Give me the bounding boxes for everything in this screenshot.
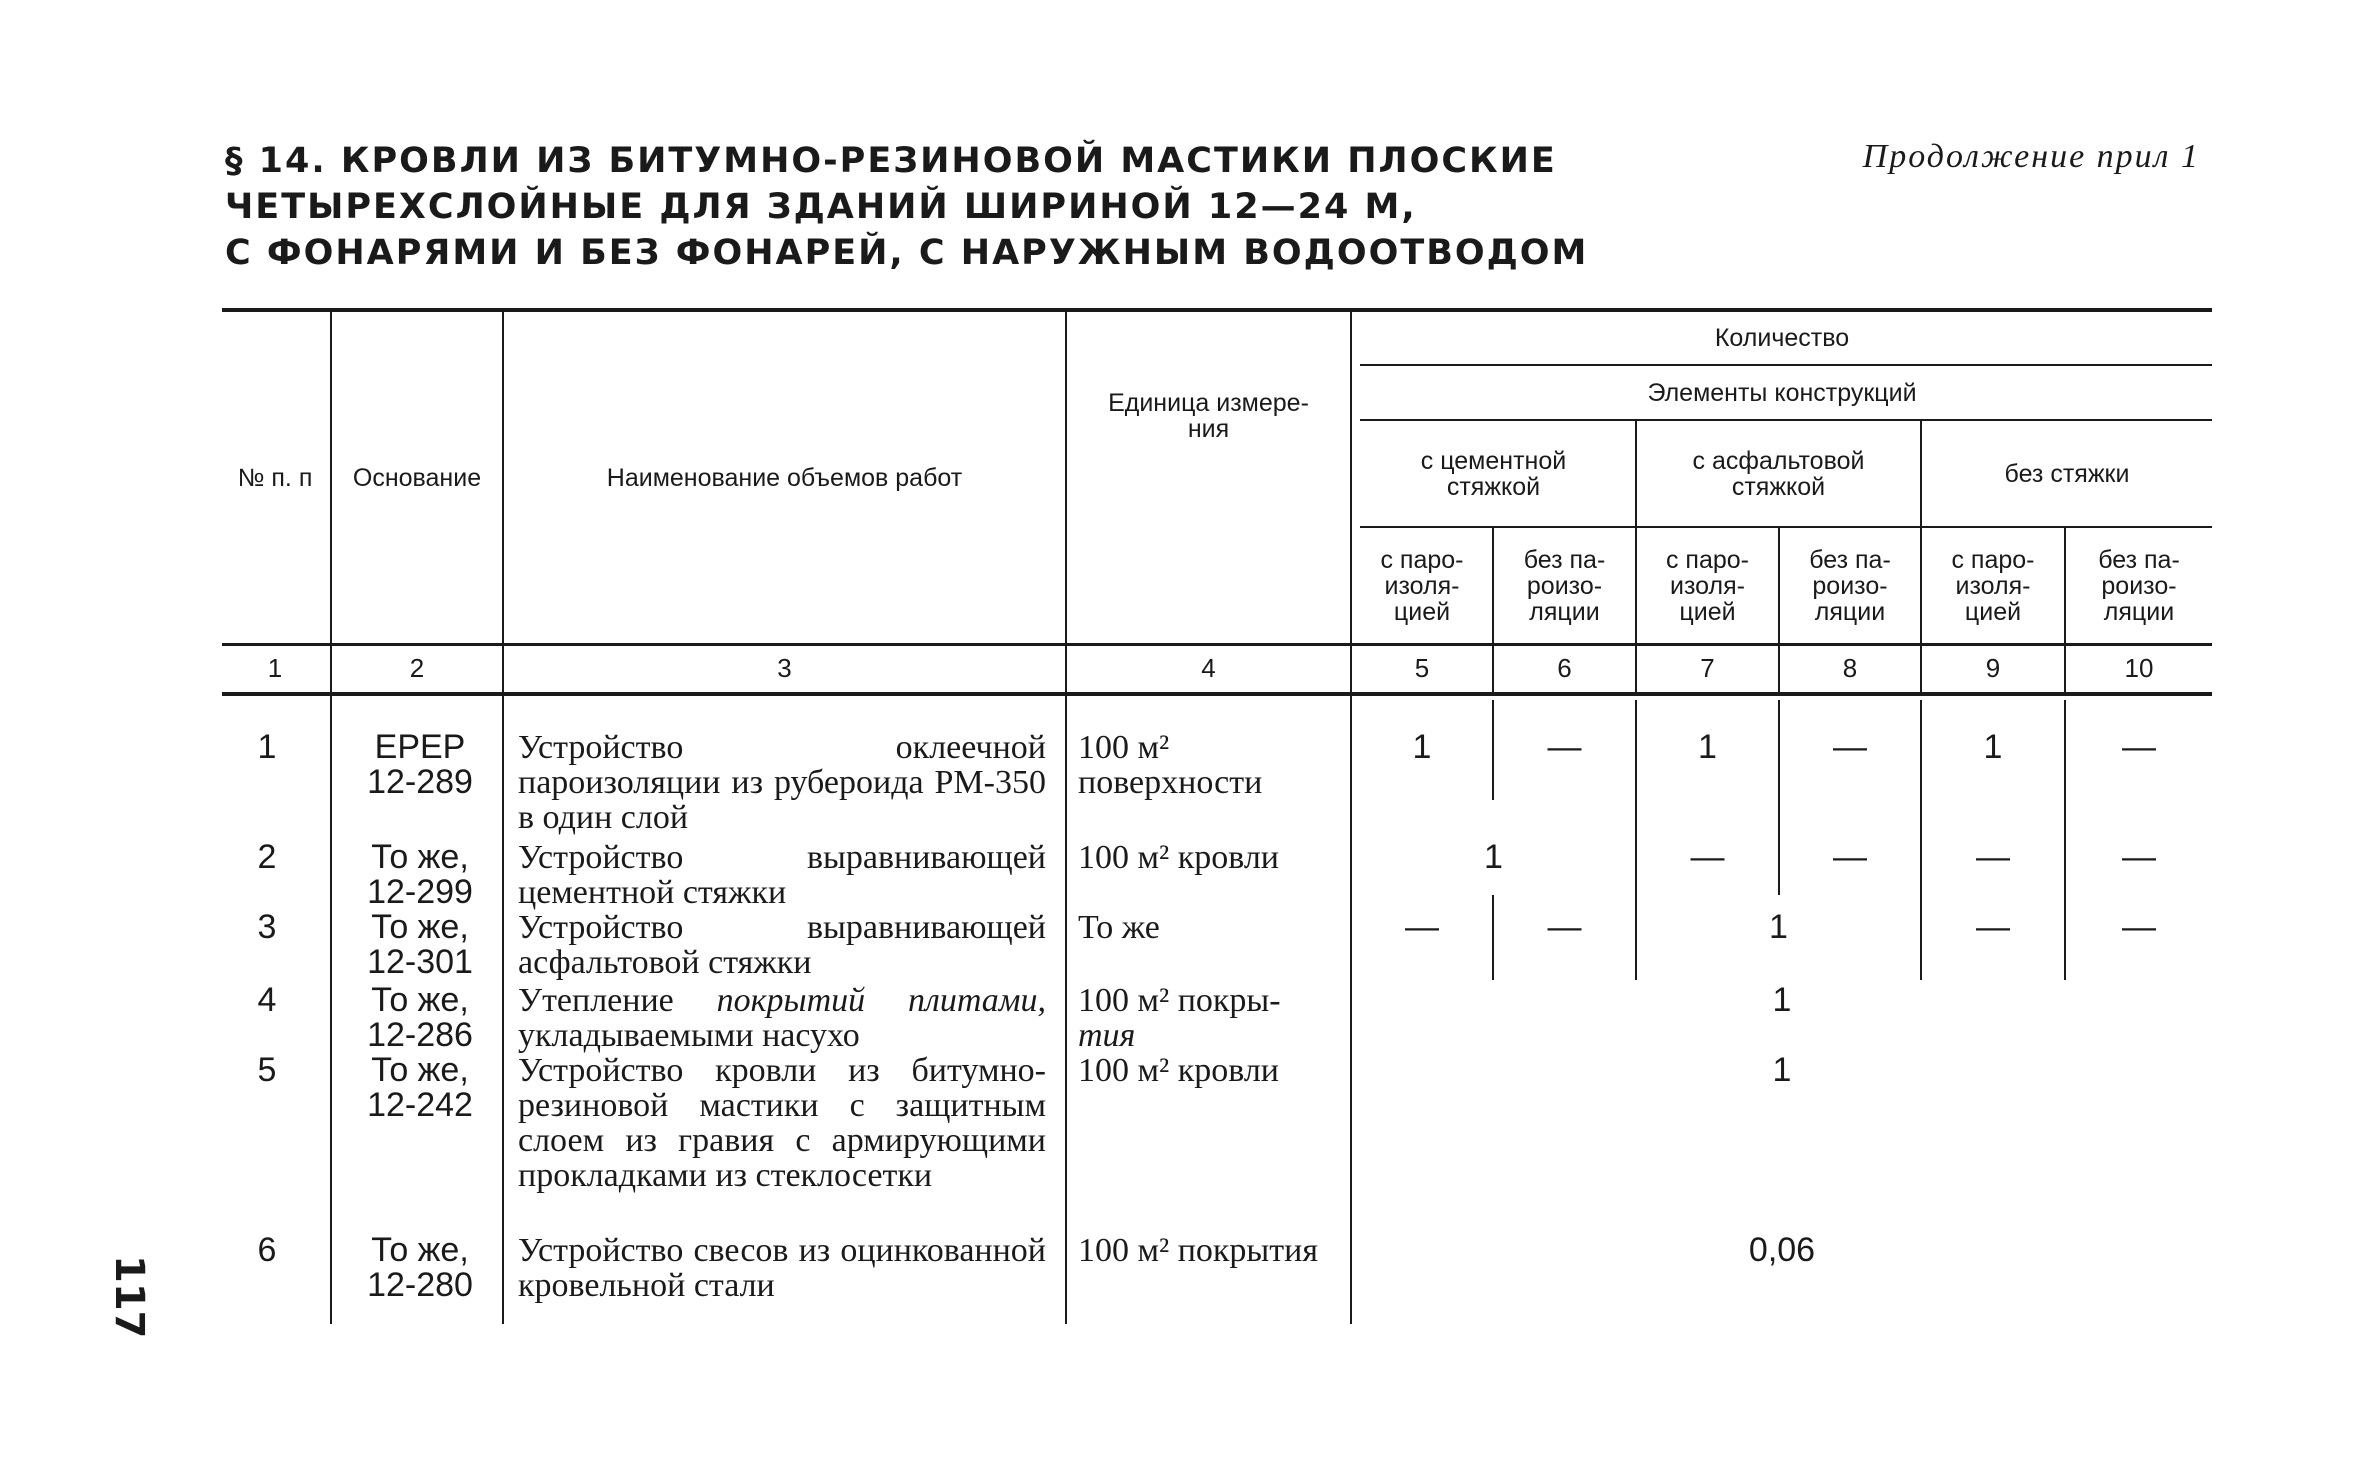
column-number: 2 [409, 652, 425, 683]
header-group-cement: с цементной стяжкой [1420, 446, 1567, 501]
row-1-num: 1 [257, 728, 277, 766]
header-sub-10: без па- роизо- ляции [2098, 545, 2180, 626]
row-1-val-7: 1 [1698, 728, 1717, 766]
row-2-val-cement: 1 [1484, 838, 1503, 876]
row-6-num: 6 [257, 1231, 277, 1269]
row-2-val-8: — [1833, 838, 1867, 876]
row-1-val-6: — [1547, 728, 1582, 766]
row-2-name: Устройство выравнивающей цементной стяжки [518, 839, 1046, 911]
row-4-name [518, 983, 1046, 1053]
header-name: Наименование объемов работ [606, 463, 963, 492]
row-3-unit: То же [1078, 909, 1160, 946]
body-sep-3-4 [1065, 696, 1067, 1324]
row-1-val-5: 1 [1412, 728, 1432, 766]
row-3-val-10: — [2122, 908, 2156, 946]
column-number: 10 [2124, 652, 2154, 683]
row-5-basis: То же, 12-242 [367, 1051, 473, 1124]
row-1-basis: ЕРЕР 12-289 [367, 728, 473, 801]
row-2-basis: То же, 12-299 [367, 838, 473, 911]
column-number: 6 [1557, 652, 1572, 683]
section-heading [225, 138, 1588, 276]
row-3-num: 3 [257, 908, 277, 946]
continuation-note: Продолжение прил 1 [1862, 138, 2200, 175]
column-number: 8 [1842, 652, 1858, 683]
row-3-val-asphalt: 1 [1769, 908, 1788, 946]
header-unit: Единица измере- ния [1108, 389, 1309, 443]
header-bottom-rule [222, 643, 2212, 646]
page-number: 117 [106, 1255, 152, 1339]
row-4-name-plain: Утепление [518, 982, 674, 1019]
header-sub-9: с паро- изоля- цией [1951, 545, 2035, 626]
header-sub-6: без па- роизо- ляции [1523, 545, 1606, 626]
row-6-unit: 100 м² покрытия [1078, 1232, 1318, 1269]
row-2-val-10: — [2122, 838, 2156, 876]
row-1-unit: 100 м² поверхности [1078, 729, 1263, 801]
body-sep-2-3 [502, 696, 504, 1324]
row-6-name: Устройство свесов из оцинкованной кровельной стали [518, 1232, 1046, 1304]
column-number: 4 [1201, 652, 1216, 683]
row-4-basis: То же, 12-286 [367, 981, 473, 1054]
row-4-name-rest: укладываемыми насухо [518, 1017, 860, 1054]
row-3-val-9: — [1976, 908, 2010, 946]
header-elements: Элементы конструкций [1647, 378, 1917, 407]
row-3-basis: То же, 12-301 [367, 908, 473, 981]
header-sub-7: с паро- изоля- цией [1665, 545, 1750, 626]
row-3-val-6: — [1547, 908, 1582, 946]
row-4-unit-plain: 100 м² покры- [1078, 982, 1281, 1019]
column-number: 7 [1700, 652, 1715, 683]
row-6-val: 0,06 [1748, 1231, 1816, 1269]
row-1-val-10: — [2122, 728, 2156, 766]
row-3-val-5: — [1405, 908, 1439, 946]
heading-line-1: § 14. КРОВЛИ ИЗ БИТУМНО-РЕЗИНОВОЙ МАСТИКИ ПЛОСКИЕ [225, 141, 1557, 181]
row-5-val: 1 [1772, 1051, 1792, 1089]
row-5-num: 5 [257, 1051, 277, 1089]
row-4-name-italic: покрытий плитами, [716, 982, 1046, 1019]
heading-line-3: С ФОНАРЯМИ И БЕЗ ФОНАРЕЙ, С НАРУЖНЫМ ВОДООТВОДОМ [225, 233, 1589, 273]
body-sep-1-2 [330, 696, 332, 1324]
row-6-basis: То же, 12-280 [367, 1231, 473, 1304]
header-sub-8: без па- роизо- ляции [1809, 545, 1891, 626]
sep-3-4 [1065, 312, 1067, 692]
heading-line-2: ЧЕТЫРЕХСЛОЙНЫЕ ДЛЯ ЗДАНИЙ ШИРИНОЙ 12—24 М, [225, 187, 1417, 227]
row-4-val: 1 [1772, 981, 1792, 1019]
row-5-unit: 100 м² кровли [1078, 1052, 1279, 1089]
row-2-num: 2 [257, 838, 277, 876]
column-number: 9 [1985, 652, 2001, 683]
header-num: № п. п [237, 463, 313, 492]
header-sub-5: с паро- изоля- цией [1380, 545, 1464, 626]
row-4-num: 4 [257, 981, 277, 1019]
header-quantity: Количество [1714, 324, 1850, 352]
row-1-val-8: — [1833, 728, 1867, 766]
numbers-bottom-rule [222, 692, 2212, 696]
row-2-val-9: — [1976, 838, 2010, 876]
row-2-unit: 100 м² кровли [1078, 839, 1279, 876]
header-basis: Основание [352, 463, 482, 492]
header-group-none: без стяжки [2004, 459, 2130, 488]
header-group-asphalt: с асфальтовой стяжкой [1692, 446, 1865, 501]
column-number: 3 [777, 652, 792, 683]
row-5-name: Устройство кровли из битумно-резиновой мастики с защитным слоем из гравия с армирующими прокладками из стеклосетки [518, 1052, 1046, 1194]
row-1-name: Устройство оклеечной пароизоляции из рубероида РМ-350 в один слой [518, 729, 1046, 836]
row-4-unit-italic: тия [1078, 1017, 1136, 1054]
column-number: 5 [1414, 652, 1430, 683]
row-3-name: Устройство выравнивающей асфальтовой стяжки [518, 909, 1046, 981]
row-2-val-7: — [1690, 838, 1725, 876]
row-4-unit [1078, 983, 1318, 1053]
row-1-val-9: 1 [1983, 728, 2003, 766]
column-number: 1 [267, 652, 283, 683]
